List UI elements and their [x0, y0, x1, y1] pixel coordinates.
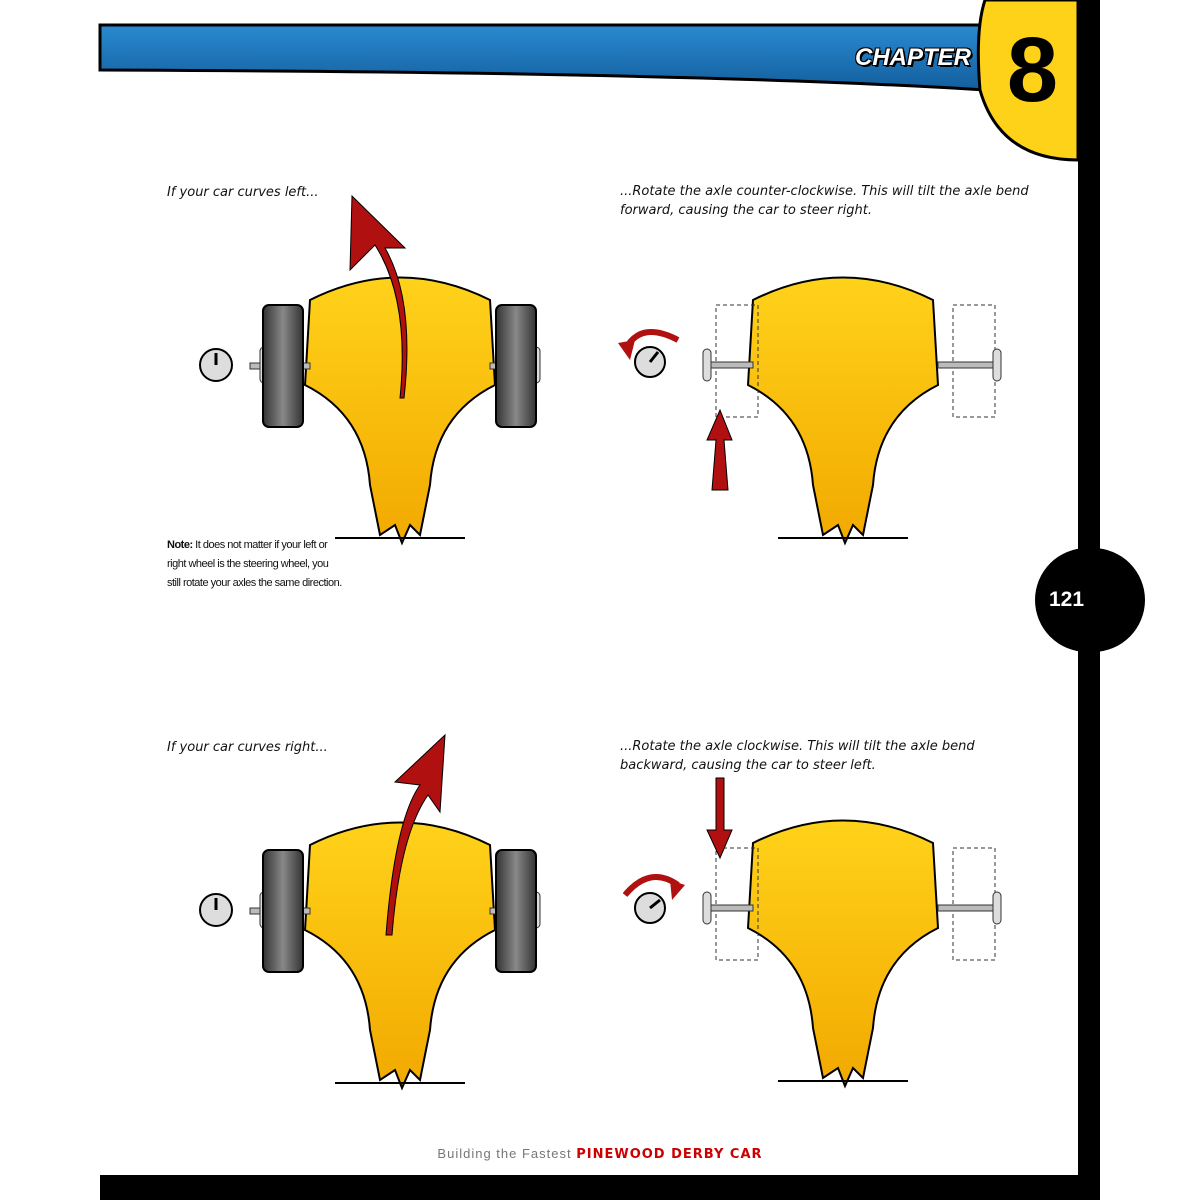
instruction-cw: ...Rotate the axle clockwise. This will tilt the axle bend backward, causing the car to steer left.: [620, 739, 975, 773]
car-diagram-2: [703, 278, 1001, 544]
arrow-up-icon: [707, 410, 732, 490]
note: [167, 536, 342, 593]
car-diagram-1: [200, 278, 540, 544]
page-number: 121: [1035, 548, 1145, 652]
car-diagram-4: [703, 821, 1001, 1087]
caption-left: If your car curves left...: [167, 185, 319, 200]
footer-title: PINEWOOD DERBY CAR: [576, 1147, 763, 1162]
chapter-label: CHAPTER: [855, 44, 972, 71]
note-label: Note:: [167, 539, 193, 551]
chapter-number: 8: [1006, 19, 1059, 121]
caption-right: If your car curves right...: [167, 740, 328, 755]
footer: [0, 1146, 1200, 1162]
note-text: It does not matter if your left or right wheel is the steering wheel, you still rotate your axles the same direction.: [167, 539, 342, 589]
footer-prefix: Building the Fastest: [437, 1146, 572, 1161]
instruction-ccw: ...Rotate the axle counter-clockwise. This will tilt the axle bend forward, causing the car to steer right.: [620, 184, 1029, 218]
arrow-down-icon: [707, 778, 732, 858]
car-diagram-3: [200, 823, 540, 1089]
